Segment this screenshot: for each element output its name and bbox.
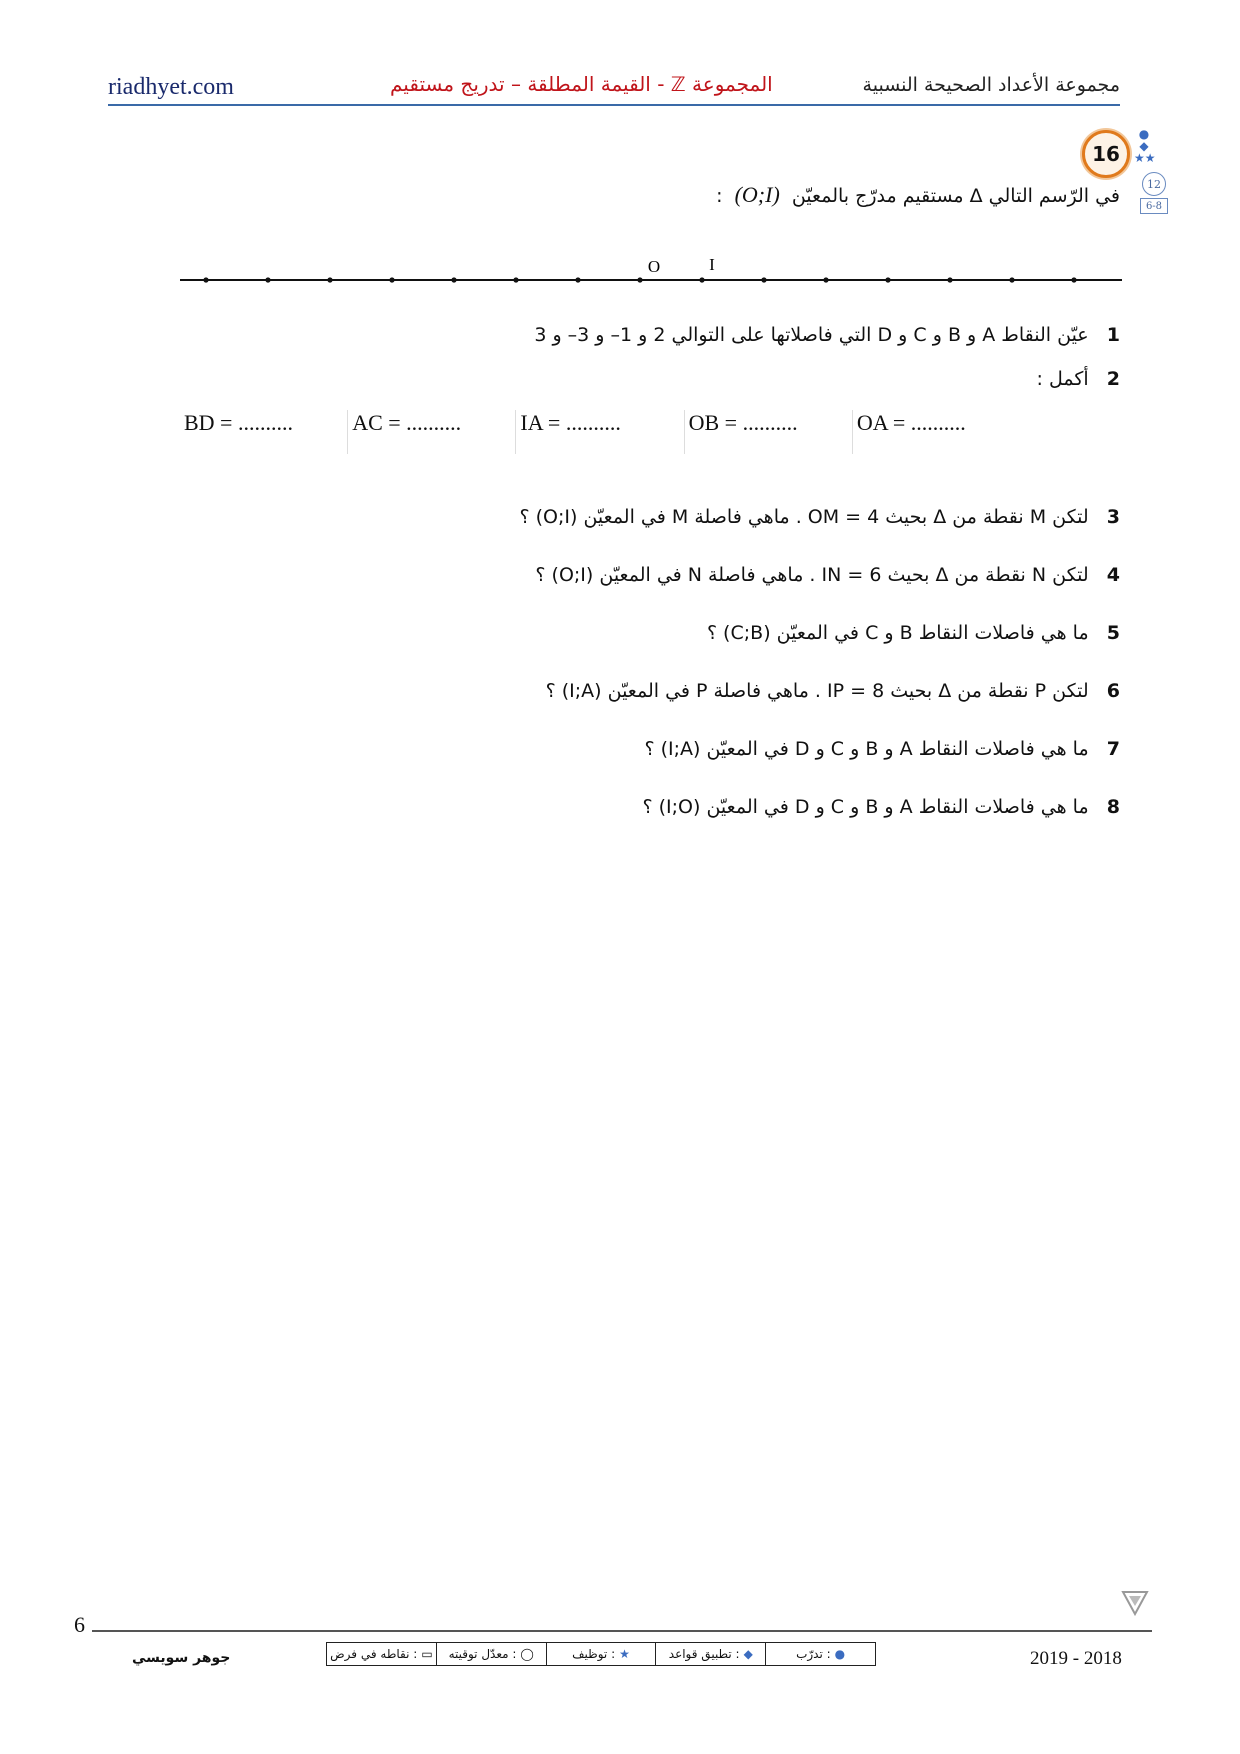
number-line-tick xyxy=(699,277,704,282)
circle-icon: ◯ xyxy=(520,1647,534,1661)
legend-item-points xyxy=(327,1643,436,1665)
question-2 xyxy=(1037,368,1121,390)
question-text: لتكن N نقطة من Δ بحيث IN = 6 . ماهي فاصلة N في المعيّن (O;I) ؟ xyxy=(535,564,1089,586)
question-number: 5 xyxy=(1106,622,1120,644)
author-name: جوهر سويسي xyxy=(132,1650,231,1666)
header-divider xyxy=(108,104,1120,106)
blank-bd[interactable]: BD = .......... xyxy=(184,410,293,435)
legend-item-rules xyxy=(655,1643,765,1665)
question-text: لتكن P نقطة من Δ بحيث IP = 8 . ماهي فاصلة P في المعيّن (I;A) ؟ xyxy=(545,680,1089,702)
exercise-intro xyxy=(716,182,1120,208)
intro-end: : xyxy=(716,185,723,207)
chapter-title: مجموعة الأعداد الصحيحة النسبية xyxy=(862,74,1120,96)
blank-ac[interactable]: AC = .......... xyxy=(347,410,515,454)
question-5 xyxy=(707,622,1120,644)
number-line xyxy=(0,250,1240,290)
number-line-tick xyxy=(389,277,394,282)
question-7 xyxy=(644,738,1120,760)
diamond-icon: ◆ xyxy=(743,1647,753,1661)
exercise-number-badge: 16 xyxy=(1082,130,1130,178)
number-line-tick xyxy=(947,277,952,282)
fill-blank-row xyxy=(180,410,1020,454)
level-box: 6-8 xyxy=(1140,198,1168,214)
number-line-tick xyxy=(513,277,518,282)
number-line-tick xyxy=(575,277,580,282)
star-icon: ★ xyxy=(619,1647,630,1661)
page-number: 6 xyxy=(74,1612,85,1637)
number-line-tick xyxy=(637,277,642,282)
question-3 xyxy=(519,506,1120,528)
blank-ia[interactable]: IA = .......... xyxy=(515,410,683,454)
question-text: عيّن النقاط A و B و C و D التي فاصلاتها على التوالي 2 و 1– و 3– و 3 xyxy=(534,324,1089,346)
site-name[interactable]: riadhyet.com xyxy=(108,74,234,100)
number-line-tick xyxy=(265,277,270,282)
intro-frame: (O;I) xyxy=(734,182,780,207)
dot-icon: ● xyxy=(834,1647,846,1661)
question-number: 1 xyxy=(1106,324,1120,346)
number-line-tick xyxy=(203,277,208,282)
question-number: 4 xyxy=(1106,564,1120,586)
difficulty-icon: ● ◆ ★★ xyxy=(1134,127,1156,165)
question-text: لتكن M نقطة من Δ بحيث OM = 4 . ماهي فاصلة M في المعيّن (O;I) ؟ xyxy=(519,506,1089,528)
logo-icon xyxy=(1120,1588,1150,1618)
legend-item-apply xyxy=(546,1643,656,1665)
question-4 xyxy=(535,564,1120,586)
chapter-subtitle: المجموعة ℤ - القيمة المطلقة – تدريج مستقيم xyxy=(390,72,773,96)
number-line-tick xyxy=(451,277,456,282)
legend-label: : معدّل توقيته xyxy=(448,1647,517,1661)
legend-box xyxy=(326,1642,876,1666)
legend-label: : تطبيق قواعد xyxy=(668,1647,740,1661)
legend-label: : نقاطه في فرض xyxy=(330,1647,418,1661)
question-number: 7 xyxy=(1106,738,1120,760)
question-text: ما هي فاصلات النقاط A و B و C و D في المعيّن (I;A) ؟ xyxy=(644,738,1089,760)
number-line-tick xyxy=(823,277,828,282)
question-8 xyxy=(643,796,1121,818)
question-text: ما هي فاصلات النقاط B و C في المعيّن (C;B) ؟ xyxy=(706,622,1089,644)
number-line-tick xyxy=(885,277,890,282)
number-line-tick xyxy=(1009,277,1014,282)
level-circle: 12 xyxy=(1142,172,1166,196)
question-text: ما هي فاصلات النقاط A و B و C و D في المعيّن (I;O) ؟ xyxy=(642,796,1089,818)
question-text: أكمل : xyxy=(1036,368,1089,390)
question-number: 8 xyxy=(1106,796,1120,818)
legend-item-train xyxy=(765,1643,875,1665)
number-line-tick xyxy=(1071,277,1076,282)
label-o: O xyxy=(647,257,661,276)
label-i: I xyxy=(709,255,715,274)
rectangle-icon: ▭ xyxy=(421,1647,433,1661)
legend-item-time xyxy=(436,1643,546,1665)
footer-divider xyxy=(92,1630,1152,1632)
school-year: 2019 - 2018 xyxy=(1030,1648,1122,1669)
blank-oa[interactable]: OA = .......... xyxy=(852,410,1020,454)
number-line-tick xyxy=(761,277,766,282)
legend-label: : تدرّب xyxy=(796,1647,831,1661)
question-number: 3 xyxy=(1106,506,1120,528)
question-number: 2 xyxy=(1106,368,1120,390)
question-number: 6 xyxy=(1106,680,1120,702)
legend-label: : توظيف xyxy=(572,1647,616,1661)
blank-ob[interactable]: OB = .......... xyxy=(684,410,852,454)
question-6 xyxy=(546,680,1120,702)
intro-text: في الرّسم التالي Δ مستقيم مدرّج بالمعيّن xyxy=(791,185,1120,207)
number-line-tick xyxy=(327,277,332,282)
question-1 xyxy=(534,324,1120,346)
